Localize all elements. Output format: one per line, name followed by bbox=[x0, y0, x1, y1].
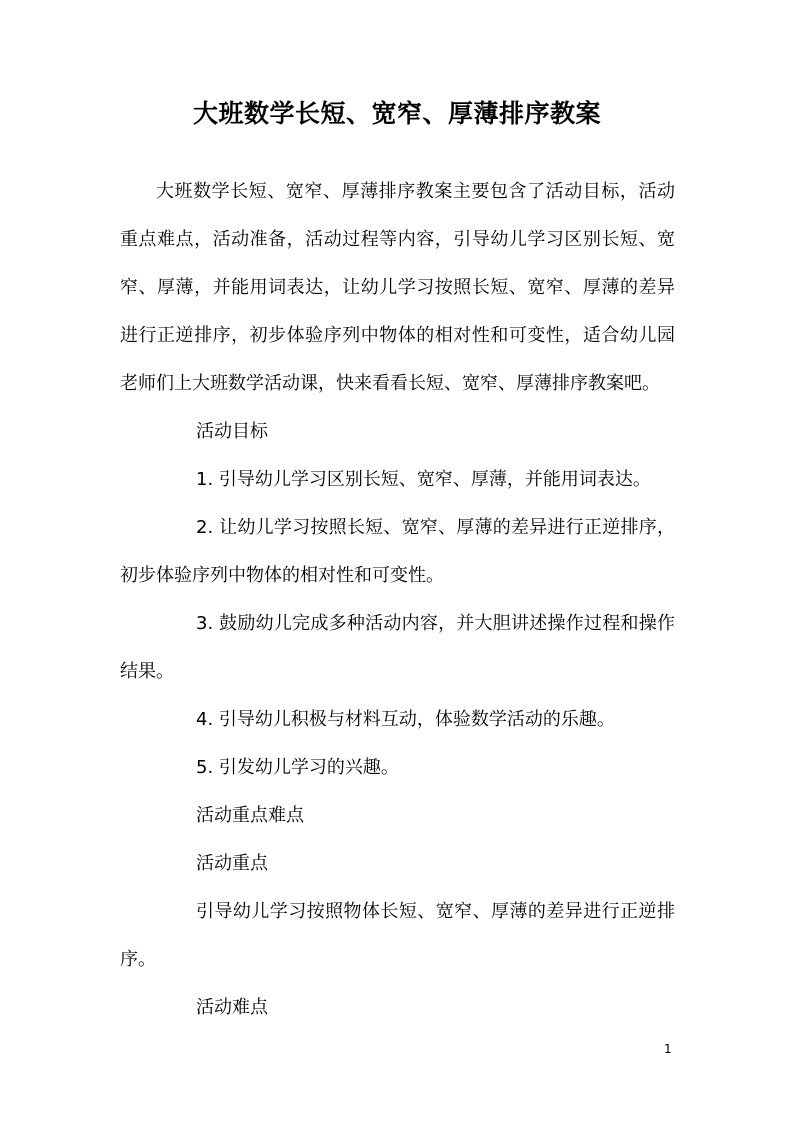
section-heading-goals: 活动目标 bbox=[196, 421, 268, 442]
goal-item-2: 2. 让幼儿学习按照长短、宽窄、厚薄的差异进行正逆排序，初步体验序列中物体的相对性和可变性。 bbox=[120, 517, 675, 586]
goal-item-4: 4. 引导幼儿积极与材料互动，体验数学活动的乐趣。 bbox=[196, 709, 615, 730]
document-title: 大班数学长短、宽窄、厚薄排序教案 bbox=[192, 99, 601, 128]
section-heading-key-difficult: 活动重点难点 bbox=[196, 805, 304, 826]
page-number: 1 bbox=[664, 1042, 672, 1056]
document-body bbox=[120, 168, 675, 1032]
key-point-paragraph: 引导幼儿学习按照物体长短、宽窄、厚薄的差异进行正逆排序。 bbox=[120, 901, 675, 970]
intro-paragraph: 大班数学长短、宽窄、厚薄排序教案主要包含了活动目标，活动重点难点，活动准备，活动过程等内容，引导幼儿学习区别长短、宽窄、厚薄，并能用词表达，让幼儿学习按照长短、宽窄、厚薄的差异进行正逆排序，初步体验序列中物体的相对性和可变性，适合幼儿园老师们上大班数学活动课，快来看看长短、宽窄、厚薄排序教案吧。 bbox=[120, 181, 675, 394]
goal-item-5: 5. 引发幼儿学习的兴趣。 bbox=[196, 757, 399, 778]
goal-item-1: 1. 引导幼儿学习区别长短、宽窄、厚薄，并能用词表达。 bbox=[196, 469, 651, 490]
section-heading-key: 活动重点 bbox=[196, 853, 268, 874]
section-heading-difficult: 活动难点 bbox=[196, 997, 268, 1018]
goal-item-3: 3. 鼓励幼儿完成多种活动内容，并大胆讲述操作过程和操作结果。 bbox=[120, 613, 675, 682]
